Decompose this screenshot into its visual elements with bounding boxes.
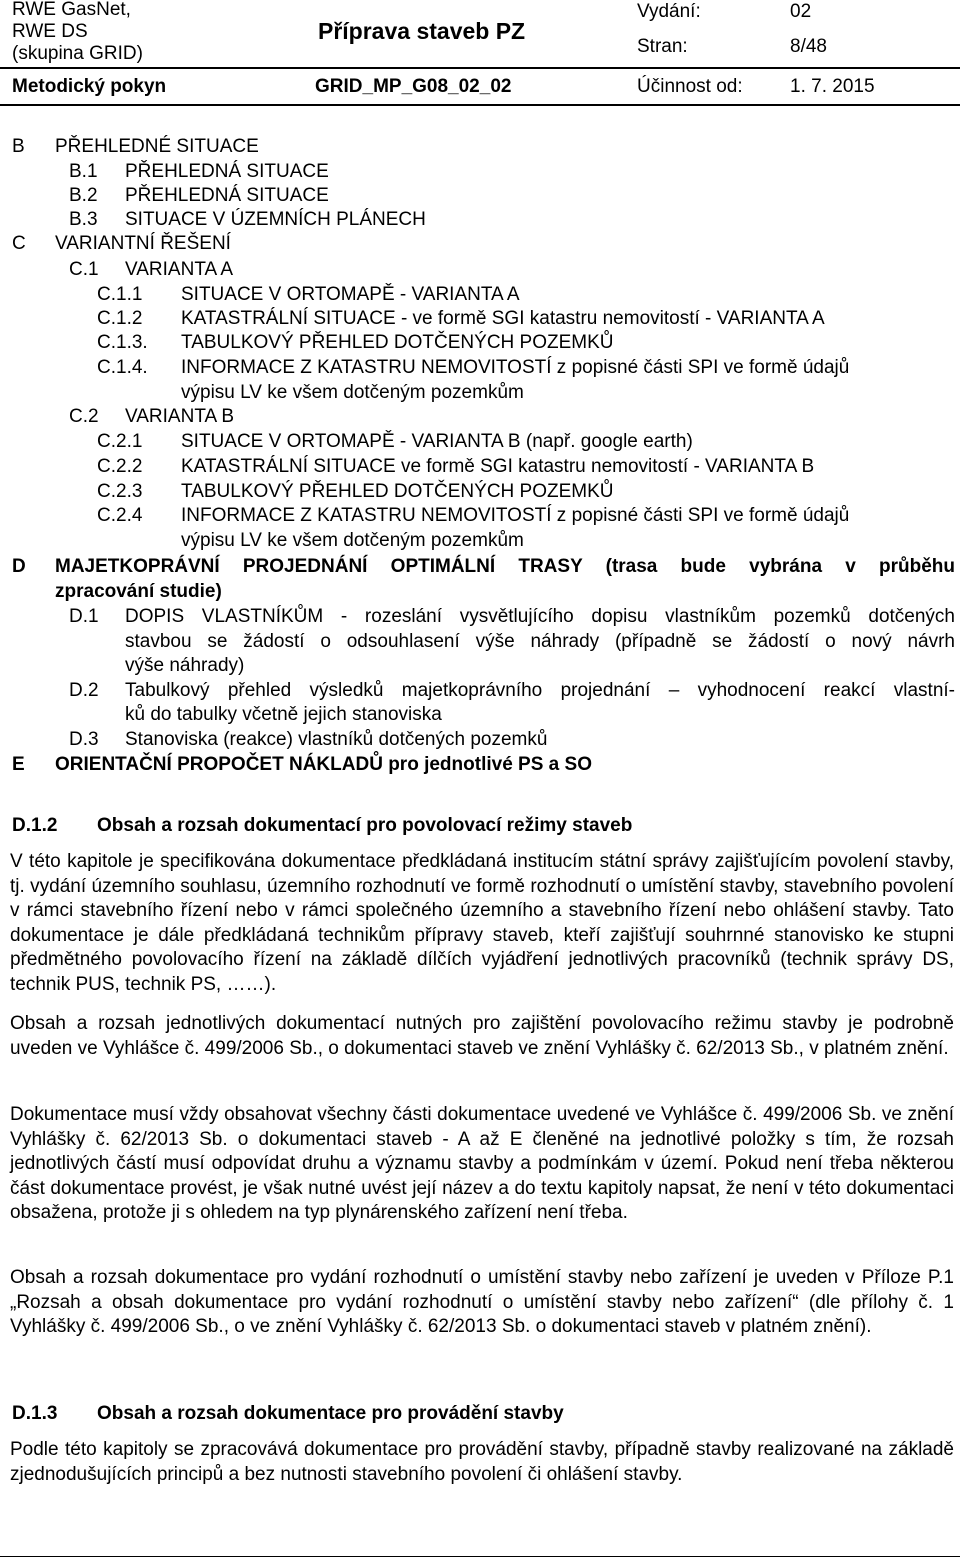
outline-item: INFORMACE Z KATASTRU NEMOVITOSTÍ z popisné části SPI ve formě údajů: [181, 505, 850, 526]
outline-item: INFORMACE Z KATASTRU NEMOVITOSTÍ z popisné části SPI ve formě údajů: [181, 357, 850, 378]
outline-item-continuation: výše náhrady): [125, 655, 245, 676]
outline-heading: ORIENTAČNÍ PROPOČET NÁKLADŮ pro jednotlivé PS a SO: [55, 754, 592, 775]
outline-number: B.2: [69, 185, 98, 206]
outline-number: C.2.1: [97, 431, 143, 452]
outline-item-continuation: stavbou se žádostí o odsouhlasení výše náhrady (případně se žádostí o nový návrh: [125, 631, 955, 652]
outline-item: SITUACE V ORTOMAPĚ - VARIANTA A: [181, 284, 520, 305]
outline-heading: MAJETKOPRÁVNÍ PROJEDNÁNÍ OPTIMÁLNÍ TRASY (trasa bude vybrána v průběhu: [55, 556, 955, 577]
paragraph: Podle této kapitoly se zpracovává dokumentace pro provádění stavby, případně stavby realizované na základě zjednodušujících principů a bez nutnosti stavebního povolení či ohlášení stavby.: [10, 1439, 954, 1485]
outline-number: C.1.1: [97, 284, 143, 305]
paragraph: Obsah a rozsah dokumentace pro vydání rozhodnutí o umístění stavby nebo zařízení je uveden v Příloze P.1 „Rozsah a obsah dokumentace pro vydání rozhodnutí o umístění stavby nebo zařízení“ (dle přílohy č. 1 Vyhlášky č. 499/2006 Sb., o ve znění Vyhlášky č. 62/2013 Sb. o dokumentaci staveb v platném znění).: [10, 1267, 954, 1337]
document-header: [0, 0, 960, 106]
outline-number: C.1: [69, 259, 99, 280]
issue-value: 02: [790, 1, 812, 22]
header-divider: [0, 67, 960, 69]
outline-item: SITUACE V ORTOMAPĚ - VARIANTA B (např. google earth): [181, 431, 693, 452]
section-title: Obsah a rozsah dokumentací pro povolovací režimy staveb: [97, 815, 633, 836]
outline-item: KATASTRÁLNÍ SITUACE ve formě SGI katastru nemovitostí - VARIANTA B: [181, 456, 815, 477]
outline-letter: D: [12, 556, 26, 577]
page-value: 8/48: [790, 36, 827, 57]
outline-number: D.2: [69, 680, 99, 701]
outline-item: VARIANTA B: [125, 406, 235, 427]
document-type: Metodický pokyn: [12, 76, 167, 97]
outline-letter: E: [12, 754, 25, 775]
outline-item: PŘEHLEDNÁ SITUACE: [125, 161, 329, 182]
outline-number: C.2: [69, 406, 99, 427]
section-number: D.1.3: [12, 1403, 58, 1424]
effective-value: 1. 7. 2015: [790, 76, 875, 97]
outline-letter: B: [12, 136, 25, 157]
company-name-2: RWE DS: [12, 21, 88, 42]
outline-number: C.1.2: [97, 308, 143, 329]
outline-item: TABULKOVÝ PŘEHLED DOTČENÝCH POZEMKŮ: [181, 332, 614, 353]
outline-heading-continuation: zpracování studie): [55, 581, 222, 602]
header-bottom-divider: [0, 104, 960, 106]
outline-item-continuation: výpisu LV ke všem dotčeným pozemkům: [181, 530, 524, 551]
document-code: GRID_MP_G08_02_02: [315, 76, 512, 97]
outline-letter: C: [12, 233, 26, 254]
section-number: D.1.2: [12, 815, 58, 836]
outline-item: PŘEHLEDNÁ SITUACE: [125, 185, 329, 206]
outline-item: Stanoviska (reakce) vlastníků dotčených pozemků: [125, 729, 548, 750]
outline-number: C.2.2: [97, 456, 143, 477]
outline-number: B.3: [69, 209, 98, 230]
outline-item-continuation: výpisu LV ke všem dotčeným pozemkům: [181, 382, 524, 403]
outline-number: B.1: [69, 161, 98, 182]
page-label: Stran:: [637, 36, 688, 57]
outline-number: C.1.3.: [97, 332, 148, 353]
issue-label: Vydání:: [637, 1, 701, 22]
outline-heading: PŘEHLEDNÉ SITUACE: [55, 136, 259, 157]
outline-number: C.1.4.: [97, 357, 148, 378]
paragraph: Dokumentace musí vždy obsahovat všechny části dokumentace uvedené ve Vyhlášce č. 499/2006 Sb. ve znění Vyhlášky č. 62/2013 Sb. o dokumentaci staveb - A až E členěné na jednotlivé položky s tím, že rozsah jednotlivých částí musí odpovídat druhu a významu stavby a podmínkám v území. Pokud není třeba některou část dokumentace provést, je však nutné uvést její název a do textu kapitoly napsat, že není v této dokumentaci obsažena, protože ji s ohledem na typ plynárenského zařízení není třeba.: [10, 1104, 954, 1223]
paragraph: V této kapitole je specifikována dokumentace předkládaná institucím státní správy zajišťujícím povolení stavby, tj. vydání územního souhlasu, územního rozhodnutí ve formě rozhodnutí o umístění stavby, stavebního povolení v rámci stavebního řízení nebo v rámci společného územního a stavebního řízení nebo ohlášení stavby. Tato dokumentace je dále předkládaná technikům přípravy staveb, kteří zajišťují souhrnné stanovisko ke stupni předmětného povolovacího řízení na základě dílčích vyjádření jednotlivých pracovníků (technik správy DS, technik PUS, technik PS, ……).: [10, 851, 954, 995]
outline-number: D.1: [69, 606, 99, 627]
company-name: RWE GasNet,: [12, 0, 131, 20]
document-title: Příprava staveb PZ: [318, 18, 526, 44]
outline-number: C.2.3: [97, 481, 143, 502]
section-title: Obsah a rozsah dokumentace pro provádění stavby: [97, 1403, 564, 1424]
effective-label: Účinnost od:: [637, 76, 743, 97]
outline-item: DOPIS VLASTNÍKŮM - rozeslání vysvětlujícího dopisu vlastníkům pozemků dotčených: [125, 606, 955, 627]
outline-item: SITUACE V ÚZEMNÍCH PLÁNECH: [125, 209, 426, 230]
outline-item: VARIANTA A: [125, 259, 234, 280]
outline-item: KATASTRÁLNÍ SITUACE - ve formě SGI katastru nemovitostí - VARIANTA A: [181, 308, 825, 329]
company-group: (skupina GRID): [12, 43, 143, 64]
outline-number: C.2.4: [97, 505, 143, 526]
footer-divider: [0, 1556, 960, 1557]
outline-item-continuation: ků do tabulky včetně jejich stanoviska: [125, 704, 442, 725]
outline-heading: VARIANTNÍ ŘEŠENÍ: [55, 233, 231, 254]
outline-number: D.3: [69, 729, 99, 750]
paragraph: Obsah a rozsah jednotlivých dokumentací nutných pro zajištění povolovacího režimu stavby je podrobně uveden ve Vyhlášce č. 499/2006 Sb., o dokumentaci staveb ve znění Vyhlášky č. 62/2013 Sb., v platném znění.: [10, 1013, 954, 1059]
outline-item: Tabulkový přehled výsledků majetkoprávního projednání – vyhodnocení reakcí vlastní-: [125, 680, 955, 701]
outline-item: TABULKOVÝ PŘEHLED DOTČENÝCH POZEMKŮ: [181, 481, 614, 502]
